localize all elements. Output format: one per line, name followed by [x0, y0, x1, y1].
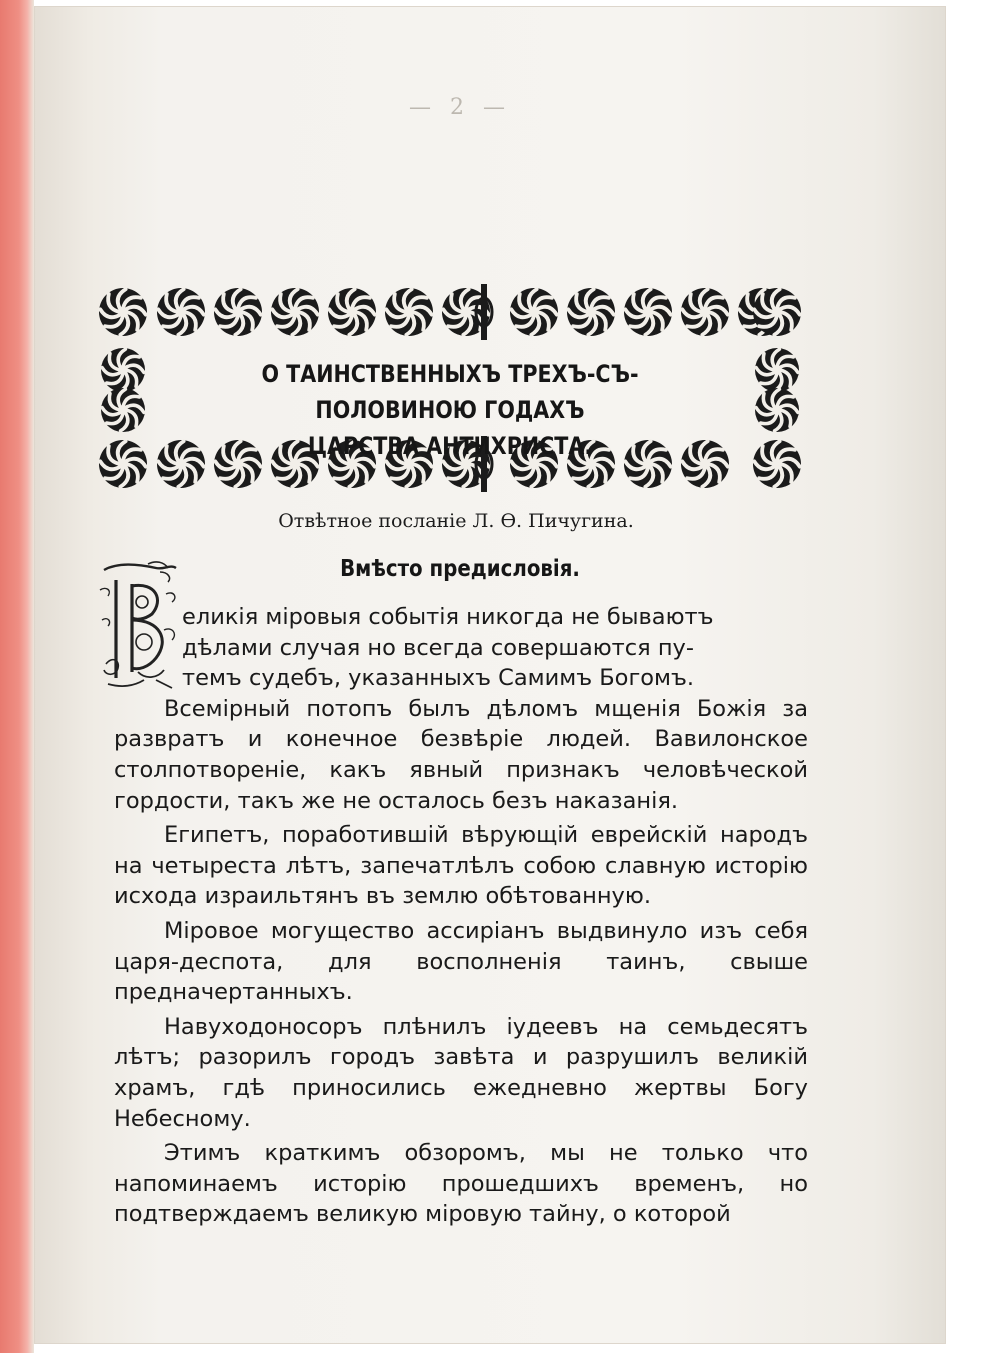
swirl-rosette-ornament [385, 288, 433, 336]
page-number: — 2 — [409, 95, 511, 120]
paragraph-flood: Всемірный потопъ былъ дѣломъ мщенія Божія за развратъ и конечное безвѣріе людей. Вавилонское столпотвореніе, какъ явный признакъ человѣческой гордости, такъ же не осталось безъ наказанія. [114, 695, 808, 814]
swirl-rosette-ornament [99, 440, 147, 488]
page-heading [183, 356, 716, 464]
swirl-rosette-ornament [567, 288, 615, 336]
swirl-rosette-ornament [271, 288, 319, 336]
swirl-rosette-ornament [101, 388, 145, 432]
paragraph-assyria: Міровое могущество ассиріанъ выдвинуло изъ себя царя-деспота, для восполненія таинъ, свыше предначертанныхъ. [114, 917, 808, 1006]
byline: Отвѣтное посланіе Л. Ѳ. Пичугина. [278, 510, 634, 532]
swirl-rosette-ornament [755, 348, 799, 392]
swirl-rosette-ornament [214, 288, 262, 336]
paragraph-nebuchadnezzar: Навуходоносоръ плѣнилъ іудеевъ на семьдесятъ лѣтъ; разорилъ городъ завѣта и разрушилъ великій храмъ, гдѣ приносились ежедневно жертвы Богу Небесному. [114, 1013, 808, 1132]
first-paragraph [114, 602, 808, 694]
body-text [114, 602, 808, 1230]
swirl-rosette-ornament [755, 388, 799, 432]
first-paragraph-line-1: еликія міровыя событія никогда не бываютъ [182, 604, 714, 630]
first-paragraph-line-2: дѣлами случая но всегда совершаются пу- [182, 634, 694, 661]
book-cover-edge [0, 0, 34, 1353]
paragraph-overview: Этимъ краткимъ обзоромъ, мы не только что напоминаемъ исторію прошедшихъ временъ, но подтверждаемъ великую міровую тайну, о которой [114, 1140, 808, 1228]
swirl-rosette-ornament [157, 288, 205, 336]
section-title: Вмѣсто предисловія. [340, 556, 580, 582]
swirl-rosette-ornament [328, 288, 376, 336]
swirl-rosette-ornament [101, 348, 145, 392]
swirl-rosette-ornament [510, 288, 558, 336]
swirl-rosette-ornament [753, 288, 801, 336]
heading-line-2: ЦАРСТВА АНТИХРИСТА. [307, 432, 593, 460]
paragraph-egypt: Египетъ, поработившій вѣрующій еврейскій народъ на четыреста лѣтъ, запечатлѣлъ собою славную исторію исхода израильтянъ въ землю обѣтованную. [114, 822, 808, 910]
heading-line-1: О ТАИНСТВЕННЫХЪ ТРЕХЪ-СЪ-ПОЛОВИНОЮ ГОДАХЪ [261, 360, 639, 424]
swirl-rosette-ornament [624, 288, 672, 336]
first-paragraph-line-3: темъ судебъ, указанныхъ Самимъ Богомъ. [182, 665, 695, 692]
swirl-rosette-ornament [99, 288, 147, 336]
swirl-rosette-ornament [681, 288, 729, 336]
swirl-rosette-ornament [753, 440, 801, 488]
